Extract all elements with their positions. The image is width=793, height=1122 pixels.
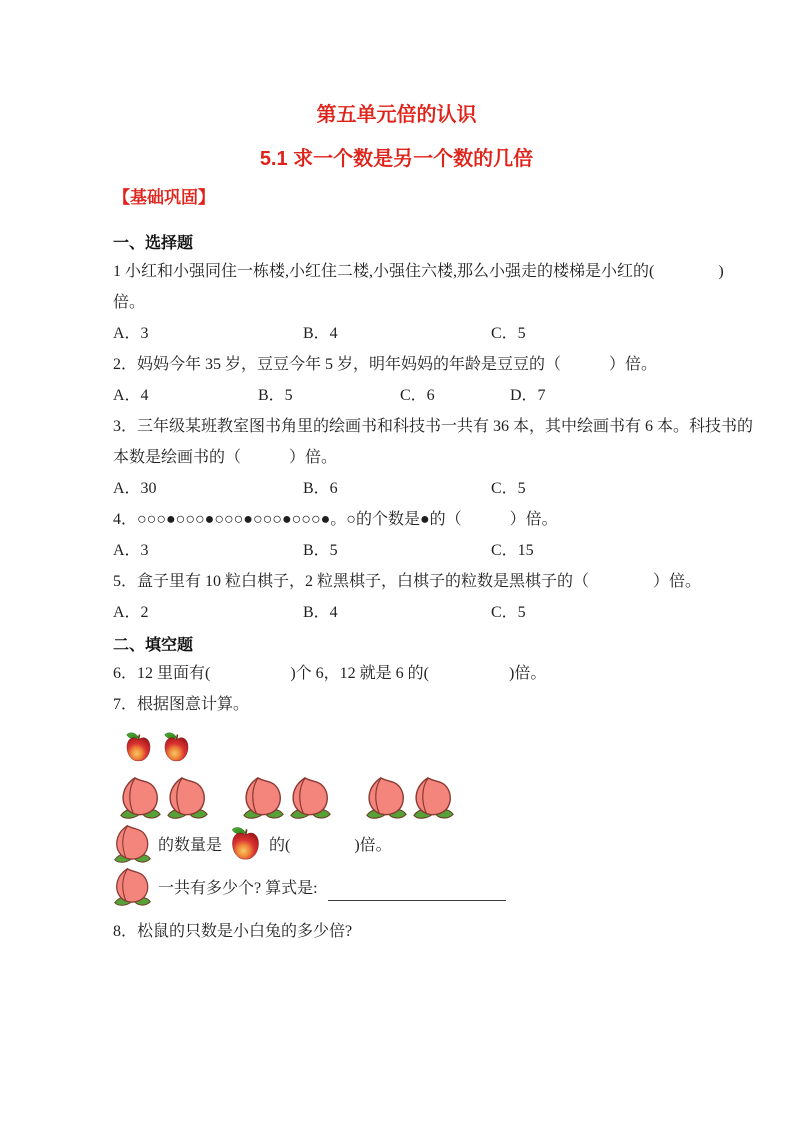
section-badge: 【基础巩固】	[113, 188, 215, 207]
answer-blank	[328, 880, 506, 901]
choice-section-heading: 一、选择题	[113, 235, 194, 252]
q5-option-b: B．4	[303, 604, 338, 621]
q5-option-c: C．5	[491, 604, 526, 621]
q7-stmt1-text2: 的( )倍。	[269, 836, 392, 854]
apple-row	[125, 728, 680, 764]
q7-stmt1-text1: 的数量是	[158, 836, 223, 854]
q4-line1: 4．○○○●○○○●○○○●○○○●○○○●。○的个数是●的（ ）倍。	[113, 511, 558, 528]
q1-option-a: A．3	[113, 325, 149, 342]
peach-icon	[113, 866, 152, 907]
q3-options	[113, 473, 680, 504]
page-subtitle: 5.1 求一个数是另一个数的几倍	[259, 148, 534, 170]
q5-option-a: A．2	[113, 604, 149, 621]
q3-option-b: B．6	[303, 480, 338, 497]
q4-option-c: C．15	[491, 542, 534, 559]
q3-line2: 本数是绘画书的（ ）倍。	[113, 449, 338, 466]
q7-statement-1	[113, 822, 680, 864]
q7-prompt: 7．根据图意计算。	[113, 696, 250, 713]
q2-option-b: B．5	[258, 387, 293, 404]
peach-icon	[166, 775, 209, 820]
q5-options	[113, 597, 680, 628]
q3-line1: 3．三年级某班教室图书角里的绘画书和科技书一共有 36 本，其中绘画书有 6 本。科技书的	[113, 418, 754, 435]
peach-icon	[412, 775, 455, 820]
q4-options	[113, 535, 680, 566]
q5-line1: 5．盒子里有 10 粒白棋子，2 粒黑棋子，白棋子的粒数是黑棋子的（ ）倍。	[113, 573, 702, 590]
apple-icon	[163, 730, 190, 764]
fill-section-heading: 二、填空题	[113, 637, 194, 654]
peach-icon	[119, 775, 162, 820]
q1-options	[113, 318, 680, 349]
page-title: 第五单元倍的认识	[316, 104, 477, 126]
q2-option-a: A．4	[113, 387, 149, 404]
q1-line1: 1 小红和小强同住一栋楼,小红住二楼,小强住六楼,那么小强走的楼梯是小红的( )	[113, 263, 724, 280]
peach-icon	[113, 823, 152, 864]
q1-option-c: C．5	[491, 325, 526, 342]
q3-option-c: C．5	[491, 480, 526, 497]
q7-statement-2	[113, 865, 680, 907]
peach-group	[242, 775, 332, 820]
q7-stmt2-text: 一共有多少个? 算式是:	[158, 879, 322, 897]
peach-icon	[242, 775, 285, 820]
q4-option-b: B．5	[303, 542, 338, 559]
q1-line2: 倍。	[113, 294, 146, 311]
peach-group	[365, 775, 455, 820]
peach-group	[119, 775, 209, 820]
q3-option-a: A．30	[113, 480, 157, 497]
q4-option-a: A．3	[113, 542, 149, 559]
q2-line1: 2．妈妈今年 35 岁，豆豆今年 5 岁，明年妈妈的年龄是豆豆的（ ）倍。	[113, 356, 658, 373]
q2-options	[113, 380, 680, 411]
apple-icon	[230, 826, 261, 861]
peach-icon	[365, 775, 408, 820]
q6-line1: 6．12 里面有( )个 6，12 就是 6 的( )倍。	[113, 665, 547, 682]
q2-option-d: D．7	[510, 387, 546, 404]
q1-option-b: B．4	[303, 325, 338, 342]
peach-icon	[289, 775, 332, 820]
apple-icon	[125, 730, 152, 764]
q2-option-c: C．6	[400, 387, 435, 404]
peach-row	[119, 774, 680, 820]
q8-line1: 8．松鼠的只数是小白兔的多少倍?	[113, 923, 353, 940]
